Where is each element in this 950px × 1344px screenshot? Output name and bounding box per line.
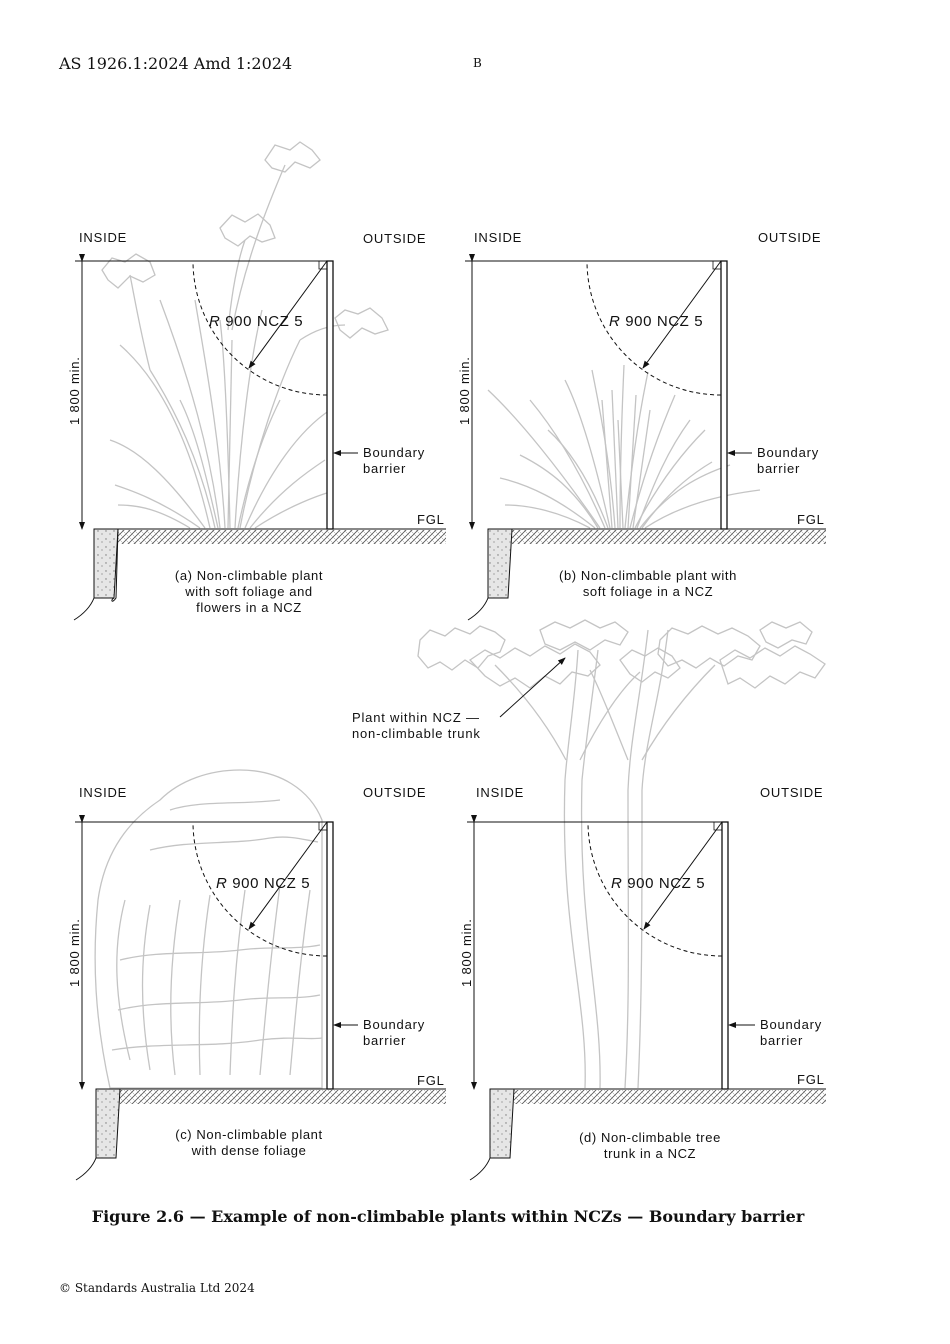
- revision-letter: B: [473, 56, 482, 70]
- panel-a: [67, 142, 446, 620]
- panel-c: [67, 770, 446, 1180]
- boundary-barrier-label-line2: barrier: [363, 1033, 407, 1048]
- fgl-label: FGL: [417, 1073, 445, 1088]
- panel-caption-line2: trunk in a NCZ: [603, 1146, 697, 1161]
- outside-label: OUTSIDE: [760, 785, 824, 800]
- inside-label: INSIDE: [79, 785, 128, 800]
- radius-label: R 900 NCZ 5: [609, 313, 704, 330]
- radius-label: R 900 NCZ 5: [216, 875, 311, 892]
- height-dimension-label: 1 800 min.: [67, 356, 82, 425]
- boundary-barrier-label-line1: Boundary: [363, 1017, 426, 1032]
- height-dimension-label: 1 800 min.: [459, 918, 474, 987]
- boundary-barrier-label-line2: barrier: [760, 1033, 804, 1048]
- boundary-barrier-label-line2: barrier: [363, 461, 407, 476]
- panel-caption-line1: (a) Non-climbable plant: [174, 568, 324, 583]
- radius-label: R 900 NCZ 5: [611, 875, 706, 892]
- fgl-label: FGL: [797, 512, 825, 527]
- panel-caption-line1: (c) Non-climbable plant: [175, 1127, 323, 1142]
- inside-label: INSIDE: [474, 230, 523, 245]
- figure-caption: Figure 2.6 — Example of non-climbable plants within NCZs — Boundary barrier: [91, 1207, 805, 1226]
- tree-callout-line1: Plant within NCZ —: [352, 710, 480, 725]
- plant-soft-foliage: [488, 365, 760, 528]
- fgl-label: FGL: [797, 1072, 825, 1087]
- panel-caption-line3: flowers in a NCZ: [196, 600, 302, 615]
- outside-label: OUTSIDE: [758, 230, 822, 245]
- document-id: AS 1926.1:2024 Amd 1:2024: [59, 54, 293, 73]
- radius-label: R 900 NCZ 5: [209, 313, 304, 330]
- outside-label: OUTSIDE: [363, 231, 427, 246]
- inside-label: INSIDE: [79, 230, 128, 245]
- panel-caption-line1: (d) Non-climbable tree: [579, 1130, 721, 1145]
- boundary-barrier-label-line1: Boundary: [363, 445, 426, 460]
- panel-caption-line2: with soft foliage and: [185, 584, 313, 599]
- fgl-label: FGL: [417, 512, 445, 527]
- boundary-barrier-label-line1: Boundary: [760, 1017, 823, 1032]
- boundary-barrier-label-line1: Boundary: [757, 445, 820, 460]
- boundary-barrier-label-line2: barrier: [757, 461, 801, 476]
- inside-label: INSIDE: [476, 785, 525, 800]
- plant-soft-foliage-flowers: [102, 142, 388, 528]
- panel-b: [457, 230, 826, 620]
- tree-callout-line2: non-climbable trunk: [352, 726, 481, 741]
- panel-caption-line1: (b) Non-climbable plant with: [559, 568, 737, 583]
- copyright-footer: © Standards Australia Ltd 2024: [59, 1281, 255, 1295]
- height-dimension-label: 1 800 min.: [457, 356, 472, 425]
- panel-caption-line2: with dense foliage: [191, 1143, 307, 1158]
- panel-caption-line2: soft foliage in a NCZ: [582, 584, 714, 599]
- height-dimension-label: 1 800 min.: [67, 918, 82, 987]
- plant-dense-foliage: [95, 770, 322, 1088]
- outside-label: OUTSIDE: [363, 785, 427, 800]
